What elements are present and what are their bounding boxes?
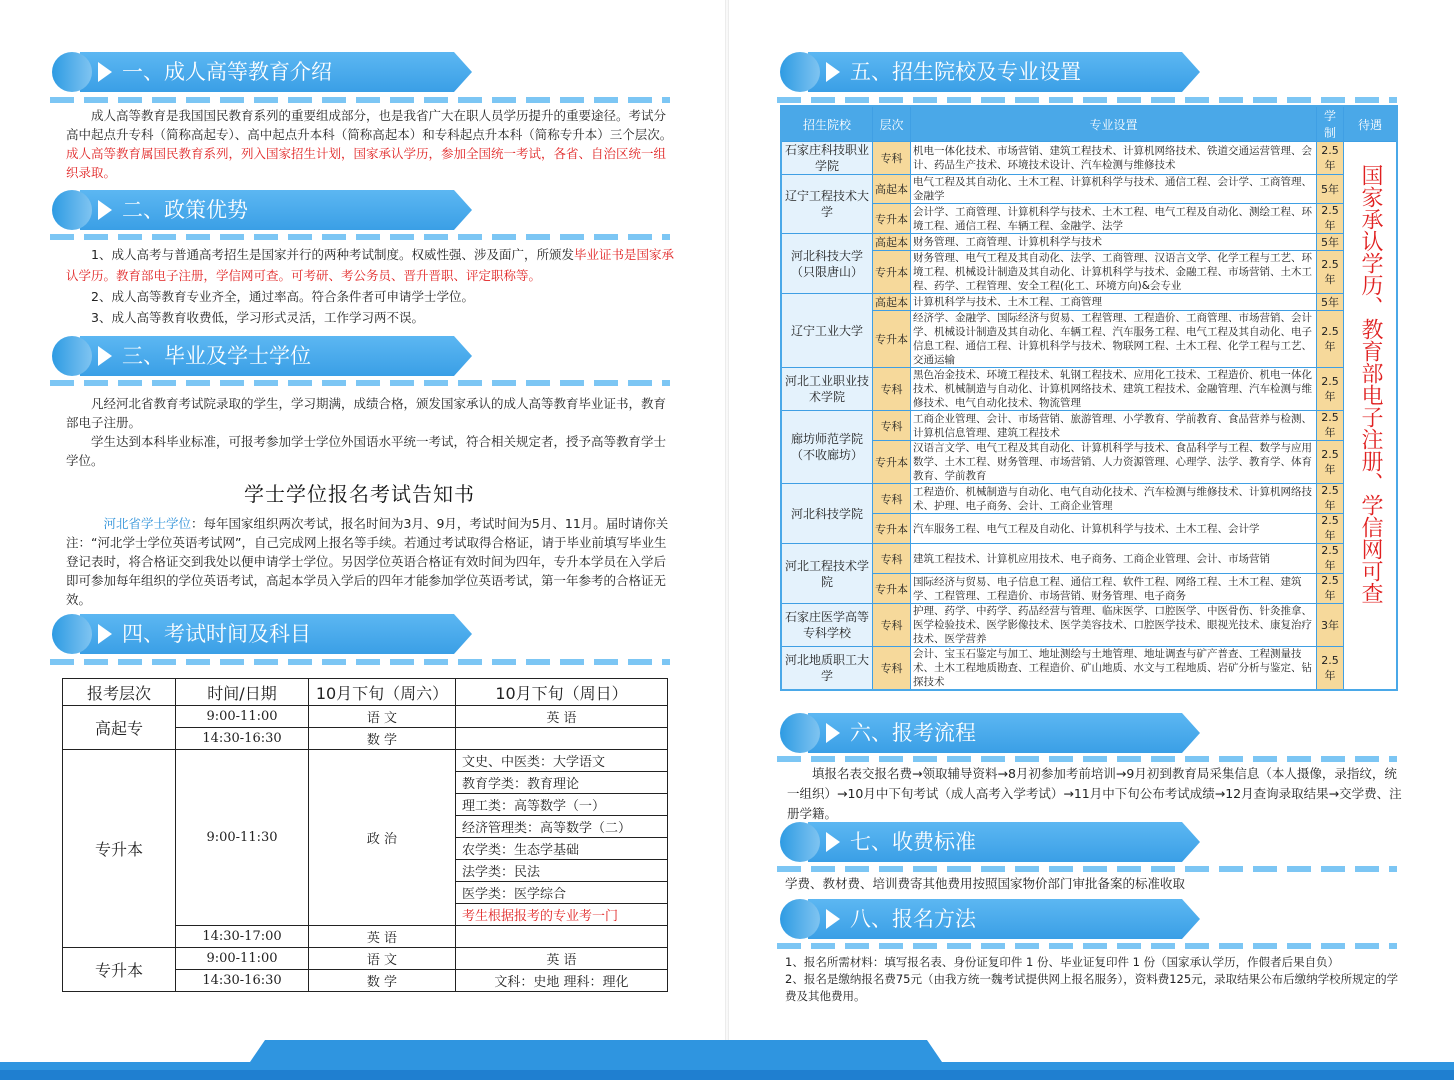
section-header-exam bbox=[52, 614, 472, 654]
majors-cell: 护理、药学、中药学、药品经营与管理、临床医学、口腔医学、中医骨伤、针灸推拿、医学检验技术、医学影像技术、医学美容技术、口腔医学技术、眼视光技术、康复治疗技术、医学营养 bbox=[911, 604, 1317, 647]
subject-cell: 理工类：高等数学（一） bbox=[456, 794, 668, 816]
time-cell: 9:00-11:30 bbox=[176, 750, 309, 926]
level-cell: 专升本 bbox=[873, 574, 911, 604]
arrow-icon bbox=[826, 909, 840, 929]
policy-list bbox=[66, 244, 674, 328]
level-cell: 专升本 bbox=[63, 948, 176, 992]
table-row bbox=[781, 175, 1397, 204]
majors-cell: 工商企业管理、会计、市场营销、旅游管理、小学教育、学前教育、食品营养与检测、计算机信息管理、建筑工程技术 bbox=[911, 411, 1317, 441]
section-header-schools bbox=[780, 52, 1200, 92]
school-name: 辽宁工程技术大学 bbox=[781, 175, 873, 234]
table-row bbox=[781, 514, 1397, 544]
majors-cell: 建筑工程技术、计算机应用技术、电子商务、工商企业管理、会计、市场营销 bbox=[911, 544, 1317, 574]
section-title: 八、报名方法 bbox=[850, 907, 976, 931]
school-name: 石家庄医学高等专科学校 bbox=[781, 604, 873, 647]
table-header: 10月下旬（周六） bbox=[309, 679, 456, 706]
level-cell: 专升本 bbox=[873, 514, 911, 544]
section-title: 五、招生院校及专业设置 bbox=[850, 60, 1081, 84]
majors-cell: 工程造价、机械制造与自动化、电气自动化技术、汽车检测与维修技术、计算机网络技术、护理、电子商务、会计、工商企业管理 bbox=[911, 484, 1317, 514]
subject-cell: 经济管理类：高等数学（二） bbox=[456, 816, 668, 838]
divider bbox=[50, 97, 670, 103]
subject-cell: 数 学 bbox=[309, 970, 456, 992]
subject-cell: 文科：史地 理科：理化 bbox=[456, 970, 668, 992]
school-name: 河北工程技术学院 bbox=[781, 544, 873, 604]
table-header: 时间/日期 bbox=[176, 679, 309, 706]
majors-cell: 计算机科学与技术、土木工程、工商管理 bbox=[911, 294, 1317, 311]
arrow-icon bbox=[98, 624, 112, 644]
divider bbox=[50, 659, 670, 665]
years-cell: 2.5年 bbox=[1317, 514, 1344, 544]
table-header: 10月下旬（周日） bbox=[456, 679, 668, 706]
table-row bbox=[781, 411, 1397, 441]
table-row bbox=[781, 484, 1397, 514]
time-cell: 9:00-11:00 bbox=[176, 948, 309, 970]
notice-body: ：每年国家组织两次考试，报名时间为3月、9月，考试时间为5月、11月。届时请你关注：“河北学士学位英语考试网”，自己完成网上报名等手续。若通过考试取得合格证，请于毕业前填写毕业生登记表时，将合格证交到我处以便申请学士学位。另因学位英语合格证有效时间为四年，专升本学员在入学后即可参加每年组织的学位英语考试，高起本学员入学后的四年才能参加学位英语考试，第一年参考的合格证无效。 bbox=[66, 516, 669, 607]
apply-item-1: 1、报名所需材料：填写报名表、身份证复印件 1 份、毕业证复印件 1 份（国家承认学历，作假者后果自负） bbox=[785, 955, 1340, 969]
arrow-icon bbox=[826, 723, 840, 743]
section-header-intro bbox=[52, 52, 472, 92]
years-cell: 2.5年 bbox=[1317, 411, 1344, 441]
notice-title: 学士学位报名考试告知书 bbox=[244, 482, 475, 506]
intro-paragraph bbox=[66, 106, 674, 182]
years-cell: 2.5年 bbox=[1317, 311, 1344, 368]
degree-text-2: 学生达到本科毕业标准，可报考参加学士学位外国语水平统一考试，符合相关规定者，授予高等教育学士学位。 bbox=[66, 434, 667, 468]
years-cell: 5年 bbox=[1317, 234, 1344, 251]
years-cell: 2.5年 bbox=[1317, 574, 1344, 604]
years-cell: 2.5年 bbox=[1317, 251, 1344, 294]
majors-cell: 机电一体化技术、市场营销、建筑工程技术、计算机网络技术、铁道交通运营管理、会计、药品生产技术、环境技术设计、汽车检测与维修技术 bbox=[911, 142, 1317, 175]
degree-text-1: 凡经河北省教育考试院录取的学生，学习期满，成绩合格，颁发国家承认的成人高等教育毕业证书，教育部电子注册。 bbox=[66, 396, 667, 430]
majors-cell: 会计学、工商管理、计算机科学与技术、土木工程、电气工程及自动化、测绘工程、环境工程、通信工程、车辆工程、金融学、法学 bbox=[911, 204, 1317, 234]
table-row bbox=[781, 368, 1397, 411]
section-title: 七、收费标准 bbox=[850, 830, 976, 854]
arrow-icon bbox=[98, 200, 112, 220]
level-cell: 专科 bbox=[873, 604, 911, 647]
right-page bbox=[727, 0, 1454, 1080]
section-header-fees bbox=[780, 822, 1200, 862]
divider bbox=[777, 943, 1397, 949]
divider bbox=[777, 756, 1397, 762]
subject-cell: 医学类：医学综合 bbox=[456, 882, 668, 904]
subject-cell: 文史、中医类：大学语文 bbox=[456, 750, 668, 772]
majors-cell: 财务管理、工商管理、计算机科学与技术 bbox=[911, 234, 1317, 251]
level-cell: 专科 bbox=[873, 142, 911, 175]
majors-cell: 汽车服务工程、电气工程及自动化、计算机科学与技术、土木工程、会计学 bbox=[911, 514, 1317, 544]
policy-item-2: 2、成人高等教育专业齐全，通过率高。符合条件者可申请学士学位。 bbox=[91, 289, 474, 304]
section-header-apply bbox=[780, 899, 1200, 939]
table-header-row bbox=[63, 679, 668, 706]
table-row bbox=[781, 294, 1397, 311]
majors-cell: 会计、宝玉石鉴定与加工、地址测绘与土地管理、地址调查与矿产普查、工程测量技术、土木工程地质勘查、工程造价、矿山地质、水文与工程地质、岩矿分析与鉴定、钻探技术 bbox=[911, 647, 1317, 691]
apply-item-2: 2、报名是缴纳报名费75元（由我方统一魏考试提供网上报名服务），资料费125元，录取结果公布后缴纳学校所规定的学费及其他费用。 bbox=[785, 972, 1399, 1003]
school-name: 河北科技学院 bbox=[781, 484, 873, 544]
school-name: 石家庄科技职业学院 bbox=[781, 142, 873, 175]
table-header-row bbox=[781, 106, 1397, 142]
school-name: 辽宁工业大学 bbox=[781, 294, 873, 368]
level-cell: 专科 bbox=[873, 544, 911, 574]
school-name: 河北工业职业技术学院 bbox=[781, 368, 873, 411]
level-cell: 高起本 bbox=[873, 234, 911, 251]
subject-cell: 语 文 bbox=[309, 706, 456, 728]
subject-note: 考生根据报考的专业考一门 bbox=[456, 904, 668, 926]
subject-cell: 语 文 bbox=[309, 948, 456, 970]
level-cell: 专升本 bbox=[873, 441, 911, 484]
years-cell: 2.5年 bbox=[1317, 441, 1344, 484]
process-paragraph bbox=[787, 764, 1403, 824]
divider bbox=[50, 380, 670, 386]
apply-list bbox=[785, 954, 1403, 1005]
degree-paragraph bbox=[66, 394, 674, 470]
level-cell: 专科 bbox=[873, 411, 911, 441]
section-title: 三、毕业及学士学位 bbox=[122, 344, 311, 368]
policy-item-1: 1、成人高考与普通高考招生是国家并行的两种考试制度。权威性强、涉及面广，所颁发 bbox=[91, 247, 574, 262]
majors-cell: 国际经济与贸易、电子信息工程、通信工程、软件工程、网络工程、土木工程、建筑学、工程管理、工程造价、市场营销、财务管理、电子商务 bbox=[911, 574, 1317, 604]
divider bbox=[777, 97, 1397, 103]
section-header-process bbox=[780, 713, 1200, 753]
notice-link[interactable]: 河北省学士学位 bbox=[103, 516, 192, 531]
arrow-icon bbox=[826, 62, 840, 82]
arrow-icon bbox=[98, 346, 112, 366]
subject-cell: 英 语 bbox=[456, 706, 668, 728]
subject-cell: 法学类：民法 bbox=[456, 860, 668, 882]
bottom-wave-decoration bbox=[727, 1020, 1454, 1080]
level-cell: 高起本 bbox=[873, 175, 911, 204]
level-cell: 专科 bbox=[873, 484, 911, 514]
section-title: 六、报考流程 bbox=[850, 721, 976, 745]
table-row bbox=[781, 574, 1397, 604]
exam-schedule-table bbox=[62, 678, 668, 992]
table-row bbox=[781, 234, 1397, 251]
years-cell: 2.5年 bbox=[1317, 204, 1344, 234]
fees-paragraph bbox=[785, 874, 1401, 893]
section-title: 二、政策优势 bbox=[122, 198, 248, 222]
level-cell: 专科 bbox=[873, 647, 911, 691]
years-cell: 2.5年 bbox=[1317, 142, 1344, 175]
school-name: 河北地质职工大学 bbox=[781, 647, 873, 691]
level-cell: 专升本 bbox=[63, 750, 176, 948]
table-row bbox=[781, 604, 1397, 647]
notice-paragraph bbox=[66, 514, 674, 609]
benefit-cell bbox=[1344, 142, 1398, 691]
majors-cell: 财务管理、电气工程及其自动化、法学、工商管理、汉语言文学、化学工程与工艺、环境工程、机械设计制造及其自动化、计算机科学与技术、金融工程、市场营销、土木工程、药学、工程管理、安全工程(化工、环境方向)&会专业 bbox=[911, 251, 1317, 294]
subject-cell: 英 语 bbox=[456, 948, 668, 970]
years-cell: 5年 bbox=[1317, 294, 1344, 311]
intro-highlight: 成人高等教育属国民教育系列，列入国家招生计划，国家承认学历，参加全国统一考试，各省、自治区统一组织录取。 bbox=[66, 146, 667, 180]
section-header-degree bbox=[52, 336, 472, 376]
bottom-wave-decoration bbox=[0, 1020, 727, 1080]
years-cell: 3年 bbox=[1317, 604, 1344, 647]
table-header: 专业设置 bbox=[911, 106, 1317, 142]
subject-cell: 教育学类：教育理论 bbox=[456, 772, 668, 794]
table-row bbox=[781, 441, 1397, 484]
arrow-icon bbox=[826, 832, 840, 852]
time-cell: 14:30-17:00 bbox=[176, 926, 309, 948]
level-cell: 高起专 bbox=[63, 706, 176, 750]
table-header: 层次 bbox=[873, 106, 911, 142]
table-header: 待遇 bbox=[1344, 106, 1398, 142]
majors-cell: 经济学、金融学、国际经济与贸易、工程管理、工程造价、工商管理、市场营销、会计学、机械设计制造及其自动化、车辆工程、汽车服务工程、电气工程及其自动化、电子信息工程、通信工程、计算机科学与技术、物联网工程、土木工程、化学工程与工艺、交通运输 bbox=[911, 311, 1317, 368]
subject-cell: 农学类：生态学基础 bbox=[456, 838, 668, 860]
table-header: 学制 bbox=[1317, 106, 1344, 142]
empty-cell bbox=[456, 926, 668, 948]
time-cell: 14:30-16:30 bbox=[176, 728, 309, 750]
subject-cell: 英 语 bbox=[309, 926, 456, 948]
years-cell: 2.5年 bbox=[1317, 544, 1344, 574]
years-cell: 2.5年 bbox=[1317, 368, 1344, 411]
time-cell: 9:00-11:00 bbox=[176, 706, 309, 728]
years-cell: 2.5年 bbox=[1317, 484, 1344, 514]
section-title: 四、考试时间及科目 bbox=[122, 622, 311, 646]
school-name: 廊坊师范学院（不收廊坊） bbox=[781, 411, 873, 484]
table-row bbox=[63, 750, 668, 772]
policy-item-3: 3、成人高等教育收费低，学习形式灵活，工作学习两不误。 bbox=[91, 310, 424, 325]
majors-cell: 汉语言文学、电气工程及其自动化、计算机科学与技术、食品科学与工程、数学与应用数学、土木工程、财务管理、市场营销、人力资源管理、心理学、法学、教育学、体育教育、学前教育 bbox=[911, 441, 1317, 484]
level-cell: 专升本 bbox=[873, 251, 911, 294]
table-row bbox=[781, 311, 1397, 368]
divider bbox=[777, 866, 1397, 872]
years-cell: 2.5年 bbox=[1317, 647, 1344, 691]
majors-cell: 黑色冶金技术、环境工程技术、轧钢工程技术、应用化工技术、工程造价、机电一体化技术、机械制造与自动化、计算机网络技术、建筑工程技术、金融管理、汽车检测与维修技术、电气自动化技术、物流管理 bbox=[911, 368, 1317, 411]
level-cell: 专升本 bbox=[873, 204, 911, 234]
level-cell: 专科 bbox=[873, 368, 911, 411]
time-cell: 14:30-16:30 bbox=[176, 970, 309, 992]
table-row bbox=[63, 706, 668, 728]
section-title: 一、成人高等教育介绍 bbox=[122, 60, 332, 84]
subject-cell: 政 治 bbox=[309, 750, 456, 926]
intro-text: 成人高等教育是我国国民教育系列的重要组成部分，也是我省广大在职人员学历提升的重要途径。考试分高中起点升专科（简称高起专）、高中起点升本科（简称高起本）和专科起点升本科（简称专升本）三个层次。 bbox=[66, 108, 673, 142]
table-row bbox=[781, 142, 1397, 175]
table-row bbox=[781, 251, 1397, 294]
empty-cell bbox=[456, 728, 668, 750]
level-cell: 高起本 bbox=[873, 294, 911, 311]
level-cell: 专升本 bbox=[873, 311, 911, 368]
majors-cell: 电气工程及其自动化、土木工程、计算机科学与技术、通信工程、会计学、工商管理、金融学 bbox=[911, 175, 1317, 204]
table-header: 报考层次 bbox=[63, 679, 176, 706]
table-row bbox=[63, 948, 668, 970]
arrow-icon bbox=[98, 62, 112, 82]
process-text: 填报名表交报名费→领取辅导资料→8月初参加考前培训→9月初到教育局采集信息（本人摄像，录指纹，统一组织）→10月中下旬考试（成人高考入学考试）→11月中下旬公布考试成绩→12月查询录取结果→交学费、注册学籍。 bbox=[787, 766, 1402, 821]
schools-table bbox=[780, 105, 1398, 691]
table-row bbox=[781, 544, 1397, 574]
table-row bbox=[781, 647, 1397, 691]
subject-cell: 数 学 bbox=[309, 728, 456, 750]
fees-text: 学费、教材费、培训费寄其他费用按照国家物价部门审批备案的标准收取 bbox=[785, 876, 1186, 891]
policy-item-1-highlight: 毕业证书是国家承认学历。教育部电子注册，学信网可查。可考研、考公务员、晋升晋职、评定职称等。 bbox=[66, 247, 674, 283]
section-header-policy bbox=[52, 190, 472, 230]
years-cell: 5年 bbox=[1317, 175, 1344, 204]
table-header: 招生院校 bbox=[781, 106, 873, 142]
divider bbox=[50, 234, 670, 240]
benefit-note: 国家承认学历、教育部电子注册、学信网可查 bbox=[1358, 164, 1383, 604]
school-name: 河北科技大学（只限唐山） bbox=[781, 234, 873, 294]
table-row bbox=[781, 204, 1397, 234]
